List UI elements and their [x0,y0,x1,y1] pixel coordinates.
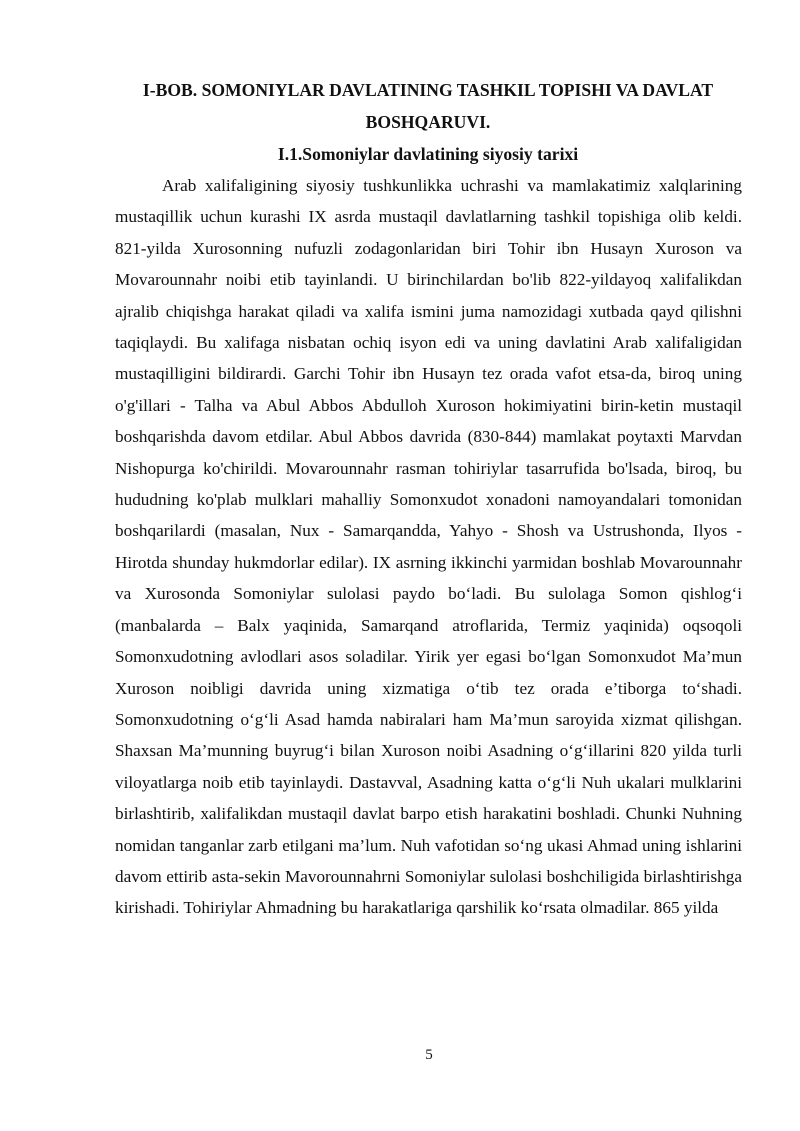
page-number: 5 [425,1047,433,1063]
section-title: I.1.Somoniylar davlatining siyosiy tarixi [277,144,579,164]
body-paragraph: Arab xalifaligining siyosiy tushkunlikka uchrashi va mamlakatimiz xalqlarining mustaqillik uchun kurashi IX asrda mustaqil davlatlarning tashkil topishiga olib keldi. 821-yilda Xurosonning nufuzli zodagonlaridan biri Tohir ibn Husayn Xuroson va Movarounnahr noibi etib tayinlandi. U birinchilardan bo'lib 822-yildayoq xalifalikdan ajralib chiqishga harakat qiladi va xalifa ismini juma namozidagi xutbada qayd qilishni taqiqlaydi. Bu xalifaga nisbatan ochiq isyon edi va uning davlatini Arab xalifaligidan mustaqilligini bildirardi. Garchi Tohir ibn Husayn tez orada vafot etsa-da, biroq uning o'g'illari - Talha va Abul Abbos Abdulloh Xuroson hokimiyatini birin-ketin mustaqil boshqarishda davom etdilar. Abul Abbos davrida (830-844) mamlakat poytaxti Marvdan Nishopurga ko'chirildi. Movarounnahr rasman tohiriylar tasarrufida bo'lsada, biroq, bu hududning ko'plab mulklari mahalliy Somonxudot xonadoni namoyandalari tomonidan boshqarilardi (masalan, Nux - Samarqandda, Yahyo - Shosh va Ustrushonda, Ilyos - Hirotda shunday hukmdorlar edilar). IX asrning ikkinchi yarmidan boshlab Movarounnahr va Xurosonda Somoniylar sulolasi paydo bo‘ladi. Bu sulolaga Somon qishlog‘i (manbalarda – Balx yaqinida, Samarqand atroflarida, Termiz yaqinida) oqsoqoli Somonxudotning avlodlari asos soladilar. Yirik yer egasi bo‘lgan Somonxudot Ma’mun Xuroson noibligi davrida uning xizmatiga o‘tib tez orada e’tiborga to‘shadi. Somonxudotning o‘g‘li Asad hamda nabiralari ham Ma’mun saroyida xizmat qilishgan. Shaxsan Ma’munning buyrug‘i bilan Xuroson noibi Asadning o‘g‘illarini 820 yilda turli viloyatlarga noib etib tayinlaydi. Dastavval, Asadning katta o‘g‘li Nuh ukalari mulklarini birlashtirib, xalifalikdan mustaqil davlat barpo etish harakatini boshladi. Chunki Nuhning nomidan tanganlar zarb etilgani ma’lum. Nuh vafotidan so‘ng ukasi Ahmad uning ishlarini davom ettirib asta-sekin Mavorounnahrni Somoniylar sulolasi boshchiligida birlashtirishga kirishadi. Tohiriylar Ahmadning bu harakatlariga qarshilik ko‘rsata olmadilar. 865 yilda [115,176,742,918]
chapter-title: I-BOB. SOMONIYLAR DAVLATINING TASHKIL TOPISHI VA DAVLAT BOSHQARUVI. [142,80,714,132]
